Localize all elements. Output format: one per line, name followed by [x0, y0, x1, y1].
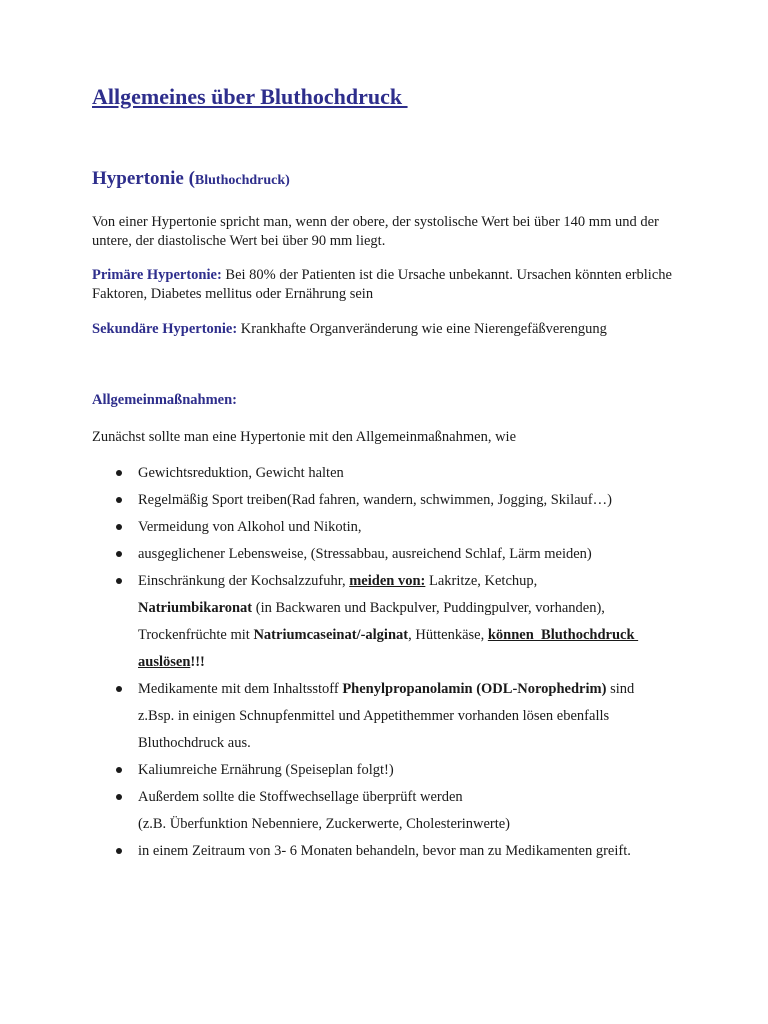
emphasis-text: Natriumbikaronat: [138, 600, 253, 616]
bullet-icon: [116, 794, 122, 800]
emphasis-text: meiden von:: [349, 573, 426, 589]
list-item-text: Regelmäßig Sport treiben(Rad fahren, wandern, schwimmen, Jogging, Skilauf…): [138, 492, 612, 508]
primary-text: Bei 80% der Patienten ist die Ursache unbekannt. Ursachen könnten erbliche Faktoren, Diabetes mellitus oder Ernährung sein: [92, 267, 672, 302]
primary-label: Primäre Hypertonie:: [92, 267, 222, 283]
bullet-icon: [116, 578, 122, 584]
list-item-text: ausgeglichener Lebensweise, (Stressabbau, ausreichend Schlaf, Lärm meiden): [138, 546, 592, 562]
document-title: Allgemeines über Bluthochdruck: [92, 84, 408, 109]
secondary-label: Sekundäre Hypertonie:: [92, 321, 238, 337]
list-item-text: in einem Zeitraum von 3- 6 Monaten behandeln, bevor man zu Medikamenten greift.: [138, 843, 631, 859]
list-item-text: Trockenfrüchte mit: [138, 627, 254, 643]
bullet-icon: [116, 551, 122, 557]
list-item: [112, 838, 692, 865]
list-item-text: , Hüttenkäse,: [408, 627, 488, 643]
emphasis-text: Phenylpropanolamin (ODL-Norophedrim): [342, 681, 607, 697]
bullet-icon: [116, 497, 122, 503]
list-item: [112, 568, 692, 676]
measures-heading: Allgemeinmaßnahmen:: [92, 392, 237, 408]
list-item: [112, 784, 692, 838]
list-item-text: Bluthochdruck aus.: [138, 735, 251, 751]
primary-hypertension-paragraph: [92, 266, 682, 304]
section-heading: [92, 168, 290, 190]
emphasis-text: auslösen: [138, 654, 191, 670]
list-item-text: sind: [606, 681, 635, 697]
emphasis-text: können Bluthochdruck: [487, 627, 639, 643]
bullet-icon: [116, 767, 122, 773]
list-item-text: (in Backwaren und Backpulver, Puddingpulver, vorhanden),: [252, 600, 605, 616]
list-item: [112, 676, 692, 757]
bullet-icon: [116, 848, 122, 854]
definition-paragraph: Von einer Hypertonie spricht man, wenn der obere, der systolische Wert bei über 140 mm und der untere, der diastolische Wert bei über 90 mm liegt.: [92, 214, 659, 249]
secondary-text: Krankhafte Organveränderung wie eine Nierengefäßverengung: [237, 321, 607, 337]
emphasis-text: Natriumcaseinat/-alginat: [253, 627, 409, 643]
list-item-text: Außerdem sollte die Stoffwechsellage überprüft werden: [138, 789, 463, 805]
list-item: [112, 487, 692, 514]
list-item-text: Kaliumreiche Ernährung (Speiseplan folgt!): [138, 762, 394, 778]
heading-main: Hypertonie (: [92, 168, 195, 189]
list-item-text: Einschränkung der Kochsalzzufuhr,: [138, 573, 350, 589]
bullet-icon: [116, 470, 122, 476]
list-item-text: Gewichtsreduktion, Gewicht halten: [138, 465, 344, 481]
heading-sub: Bluthochdruck): [194, 173, 290, 188]
list-item: [112, 757, 692, 784]
measures-list: [112, 460, 692, 865]
list-item-text: Vermeidung von Alkohol und Nikotin,: [138, 519, 362, 535]
list-item-text: z.Bsp. in einigen Schnupfenmittel und Appetithemmer vorhanden lösen ebenfalls: [138, 708, 610, 724]
list-item: [112, 514, 692, 541]
list-item-text: Medikamente mit dem Inhaltsstoff: [138, 681, 343, 697]
list-item-text: Lakritze, Ketchup,: [425, 573, 538, 589]
list-item-text: (z.B. Überfunktion Nebenniere, Zuckerwerte, Cholesterinwerte): [138, 816, 511, 832]
bullet-icon: [116, 686, 122, 692]
emphasis-text: !!!: [190, 654, 205, 670]
list-item: [112, 460, 692, 487]
secondary-hypertension-paragraph: [92, 320, 682, 339]
bullet-icon: [116, 524, 122, 530]
measures-intro: Zunächst sollte man eine Hypertonie mit den Allgemeinmaßnahmen, wie: [92, 429, 517, 445]
list-item: [112, 541, 692, 568]
